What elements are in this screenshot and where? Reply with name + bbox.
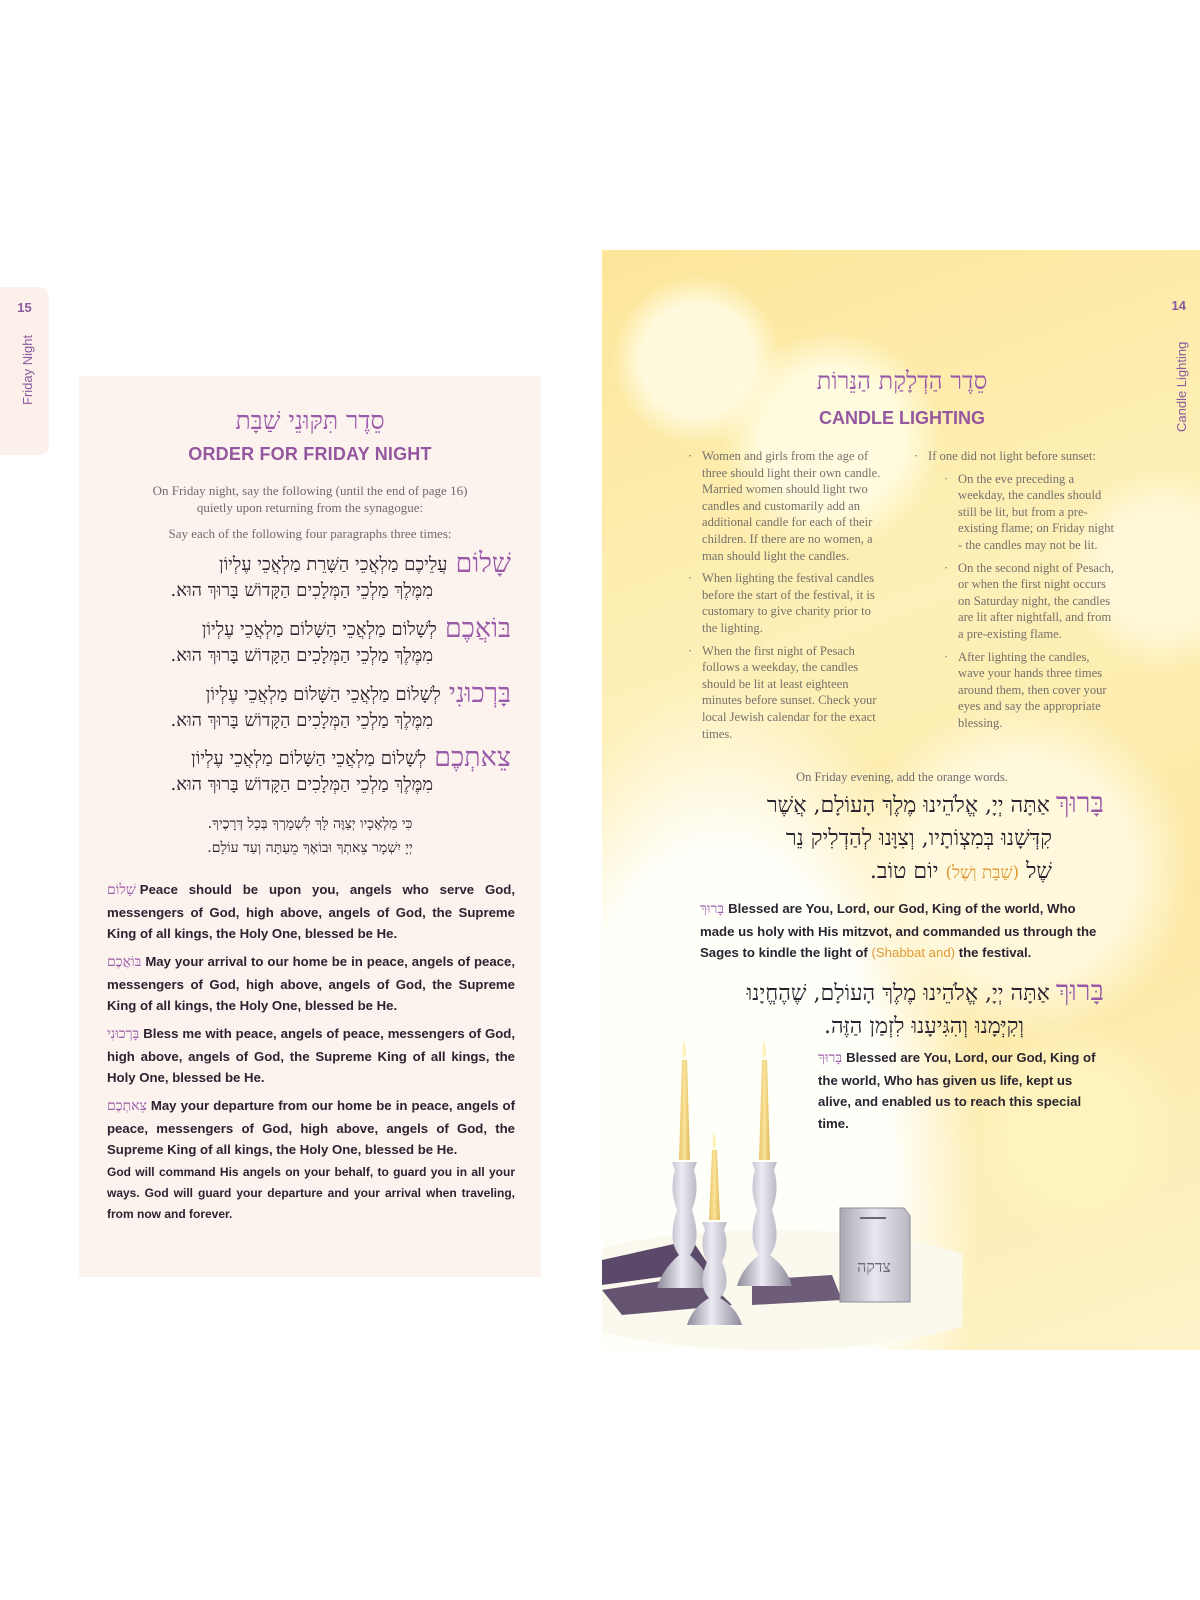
page-tab-friday-night [0, 287, 49, 455]
blessing-line: יוֹם טוֹב. [869, 859, 939, 884]
stanza-line: עֲלֵיכֶם מַלְאֲכֵי הַשָּׁרֵת מַלְאֲכֵי עֶלְיוֹן [218, 554, 448, 575]
verse-translation: God will command His angels on your behalf, to guard you in all your ways. God will guard your departure and your arrival when traveling, from now and forever. [107, 1165, 515, 1221]
page-title: CANDLE LIGHTING [819, 408, 985, 428]
stanza-line: מִמֶּלֶךְ מַלְכֵי הַמְּלָכִים הַקָּדוֹשׁ בָּרוּךְ הוּא. [170, 710, 433, 731]
blessing-key-word: בָּרוּךְ [1055, 974, 1104, 1007]
page-title-hebrew: סֵדֶר תִּקּוּנֵי שַׁבָּת [235, 406, 385, 435]
translation-text: Blessed are You, Lord, our God, King of the world, Who made us holy with His mitzvot, and commanded us through the Sages to kindle the light of [700, 901, 1097, 960]
stanza-line: מִמֶּלֶךְ מַלְכֵי הַמְּלָכִים הַקָּדוֹשׁ בָּרוּךְ הוּא. [170, 580, 433, 601]
translation-key-word: צֵאתְכֶם [107, 1098, 147, 1114]
hebrew-stanza [111, 678, 511, 734]
stanza-key-word: שָׁלוֹם [455, 548, 511, 579]
translation-text: May your arrival to our home be in peace, angels of peace, messengers of God, high above, angels of God, the Supreme King of all kings, the Holy One, blessed be He. [107, 954, 515, 1013]
note-item: · When lighting the festival candles before the start of the festival, it is customary to give charity prior to the lighting. [688, 570, 888, 636]
translation-paragraph [107, 951, 515, 1017]
page-number: 15 [17, 300, 32, 315]
hebrew-stanza [111, 613, 511, 669]
translation-key-word: שָׁלוֹם [107, 882, 136, 898]
hebrew-stanza [111, 742, 511, 798]
note-subitem: · On the second night of Pesach, or when the first night occurs on Saturday night, the candles are lit after nightfall, and from a pre-existing flame. [944, 560, 1114, 643]
stanza-key-word: בָּרְכוּנִי [448, 678, 511, 709]
translation-paragraph [107, 1023, 515, 1089]
blessing-translation [700, 898, 1104, 964]
note-item: · Women and girls from the age of three should light their own candle. Married women should light two candles and customarily add an additional candle for each of their children. If there are no women, a man should light the candles. [688, 448, 888, 564]
translation-paragraph [107, 879, 515, 945]
stanza-line: מִמֶּלֶךְ מַלְכֵי הַמְּלָכִים הַקָּדוֹשׁ בָּרוּךְ הוּא. [170, 645, 433, 666]
blessing-line: אַתָּה יְיָ, אֱלֹהֵינוּ מֶלֶךְ הָעוֹלָם, אֲשֶׁר [766, 793, 1050, 818]
note-item: · When the first night of Pesach follows a weekday, the candles should be lit at least eighteen minutes before sunset. Check your local Jewish calendar for the exact times. [688, 643, 888, 743]
translation-text: Bless me with peace, angels of peace, messengers of God, high above, angels of God, the Supreme King of all kings, the Holy One, blessed be He. [107, 1026, 515, 1085]
blessing-line: קִדְּשָׁנוּ בְּמִצְוֹתָיו, וְצִוָּנוּ לְהַדְלִיק נֵר [785, 826, 1052, 851]
hebrew-stanza [111, 548, 511, 604]
tzedakah-box-icon [840, 1208, 910, 1302]
page-title-hebrew: סֵדֶר הַדְלָקַת הַנֵּרוֹת [816, 367, 988, 395]
candlesticks-illustration [602, 1040, 962, 1350]
orange-words: (Shabbat and) [871, 945, 956, 960]
translation-paragraph [107, 1095, 515, 1161]
translation-key-word: בָּרוּךְ [700, 901, 725, 917]
page-title: ORDER FOR FRIDAY NIGHT [188, 444, 432, 464]
stanza-key-word: צֵאתְכֶם [434, 742, 511, 773]
note-item [914, 448, 1114, 732]
translation-text: the festival. [958, 945, 1032, 960]
verse-hebrew [79, 812, 541, 860]
instruction-text: Say each of the following four paragraphs three times: [168, 526, 452, 541]
candle-lighting-page [602, 250, 1200, 1350]
stanza-line: לְשָׁלוֹם מַלְאֲכֵי הַשָּׁלוֹם מַלְאֲכֵי עֶלְיוֹן [205, 684, 441, 705]
page-number: 14 [1171, 298, 1186, 313]
stanza-line: מִמֶּלֶךְ מַלְכֵי הַמְּלָכִים הַקָּדוֹשׁ בָּרוּךְ הוּא. [170, 774, 433, 795]
translation-key-word: בּוֹאֲכֶם [107, 954, 142, 970]
notes-column-left [688, 448, 888, 748]
section-label: Candle Lighting [1174, 341, 1189, 432]
translation-text: Peace should be upon you, angels who serve God, messengers of God, high above, angels of God, the Supreme King of all kings, the Holy One, blessed be He. [107, 882, 515, 941]
blessing-key-word: בָּרוּךְ [1055, 786, 1104, 819]
instruction-text: On Friday evening, add the orange words. [796, 770, 1008, 784]
translation-text: May your departure from our home be in peace, angels of peace, messengers of God, high above, angels of God, the Supreme King of all kings, the Holy One, blessed be He. [107, 1098, 515, 1157]
stanza-line: לְשָׁלוֹם מַלְאֲכֵי הַשָּׁלוֹם מַלְאֲכֵי עֶלְיוֹן [201, 619, 437, 640]
note-heading: If one did not light before sunset: [928, 449, 1096, 463]
stanza-line: לְשָׁלוֹם מַלְאֲכֵי הַשָּׁלוֹם מַלְאֲכֵי עֶלְיוֹן [191, 748, 427, 769]
blessing-line: אַתָּה יְיָ, אֱלֹהֵינוּ מֶלֶךְ הָעוֹלָם, שֶׁהֶחֱיָנוּ [746, 981, 1050, 1006]
translation-key-word: בָּרְכוּנִי [107, 1026, 140, 1042]
verse-line: יְיָ יִשְׁמָר צֵאתְךָ וּבוֹאֶךָ מֵעַתָּה וְעַד עוֹלָם. [207, 840, 413, 856]
blessing-hebrew [684, 786, 1104, 890]
stanza-key-word: בּוֹאֲכֶם [444, 613, 511, 644]
intro-text: On Friday night, say the following (until the end of page 16) quietly upon returning from the synagogue: [152, 483, 468, 515]
blessing-line: שֶׁל [1026, 859, 1052, 884]
blessing-line: וְקִיְּמָנוּ וְהִגִּיעָנוּ לִזְמַן הַזֶּה. [823, 1014, 1024, 1039]
box-label: צדקה [857, 1257, 891, 1276]
section-label: Friday Night [20, 334, 35, 405]
note-subitem: · After lighting the candles, wave your hands three times around them, then cover your eyes and say the appropriate blessing. [944, 649, 1114, 732]
friday-night-panel [79, 376, 541, 1277]
orange-words: (שַׁבָּת וְשֶׁל) [945, 863, 1020, 883]
verse-line: כִּי מַלְאָכָיו יְצַוֶּה לָּךְ לִשְׁמָרְךָ בְּכָל דְּרָכֶיךָ. [207, 816, 413, 832]
translation-key-word: בָּרוּךְ [818, 1050, 843, 1066]
translation-text: Blessed are You, Lord, our God, King of the world, Who has given us life, kept us alive, and enabled us to reach this special time. [818, 1050, 1096, 1131]
notes-column-right [914, 448, 1114, 738]
note-subitem: · On the eve preceding a weekday, the candles should still be lit, but from a pre-existing flame; on Friday night - the candles may not be lit. [944, 471, 1114, 554]
blessing-hebrew [684, 974, 1104, 1043]
